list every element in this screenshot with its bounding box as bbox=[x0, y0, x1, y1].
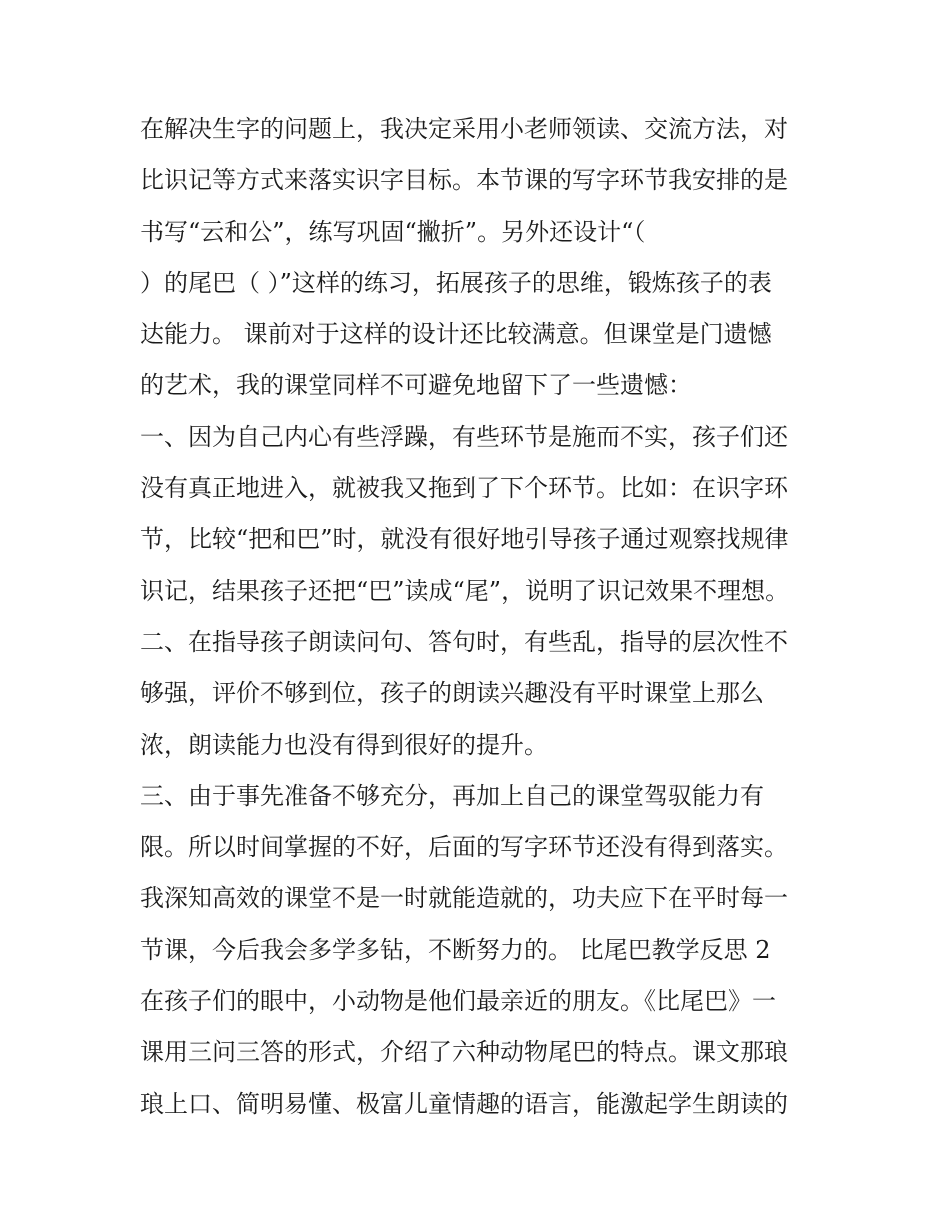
body-text bbox=[140, 104, 830, 1130]
text-line: 三、由于事先准备不够充分，再加上自己的课堂驾驭能力有 bbox=[140, 781, 764, 810]
text-line: 限。所以时间掌握的不好，后面的写字环节还没有得到落实。 bbox=[140, 833, 788, 862]
text-line: 二、在指导孩子朗读问句、答句时，有些乱，指导的层次性不 bbox=[140, 627, 788, 656]
text-line: 够强，评价不够到位，孩子的朗读兴趣没有平时课堂上那么 bbox=[140, 679, 764, 708]
text-line: 没有真正地进入，就被我又拖到了下个环节。比如：在识字环 bbox=[140, 474, 788, 503]
text-line: 识记，结果孩子还把“巴”读成“尾”，说明了识记效果不理想。 bbox=[140, 576, 790, 605]
text-line: 节，比较“把和巴”时，就没有很好地引导孩子通过观察找规律 bbox=[140, 525, 789, 554]
text-line: 我深知高效的课堂不是一时就能造就的，功夫应下在平时每一 bbox=[140, 884, 788, 913]
text-line: 浓，朗读能力也没有得到很好的提升。 bbox=[140, 730, 548, 759]
text-line: 在解决生字的问题上，我决定采用小老师领读、交流方法，对 bbox=[140, 115, 788, 143]
text-line: 节课，今后我会多学多钻，不断努力的。 比尾巴教学反思 2 bbox=[140, 935, 771, 964]
text-line: 琅上口、简明易懂、极富儿童情趣的语言，能激起学生朗读的 bbox=[140, 1089, 788, 1118]
text-line: 课用三问三答的形式，介绍了六种动物尾巴的特点。课文那琅 bbox=[140, 1038, 788, 1067]
text-line: 书写“云和公”，练写巩固“撇折”。另外还设计“（ bbox=[140, 217, 646, 246]
text-line: 的艺术，我的课堂同样不可避免地留下了一些遗憾： bbox=[140, 371, 692, 400]
text-line: ）的尾巴（ ）”这样的练习，拓展孩子的思维，锻炼孩子的表 bbox=[140, 268, 772, 297]
text-line: 比识记等方式来落实识字目标。本节课的写字环节我安排的是 bbox=[140, 166, 788, 195]
text-line: 达能力。 课前对于这样的设计还比较满意。但课堂是门遗憾 bbox=[140, 320, 772, 349]
text-line: 在孩子们的眼中，小动物是他们最亲近的朋友。《比尾巴》一 bbox=[140, 987, 776, 1016]
text-line: 一、因为自己内心有些浮躁，有些环节是施而不实，孩子们还 bbox=[140, 422, 788, 451]
